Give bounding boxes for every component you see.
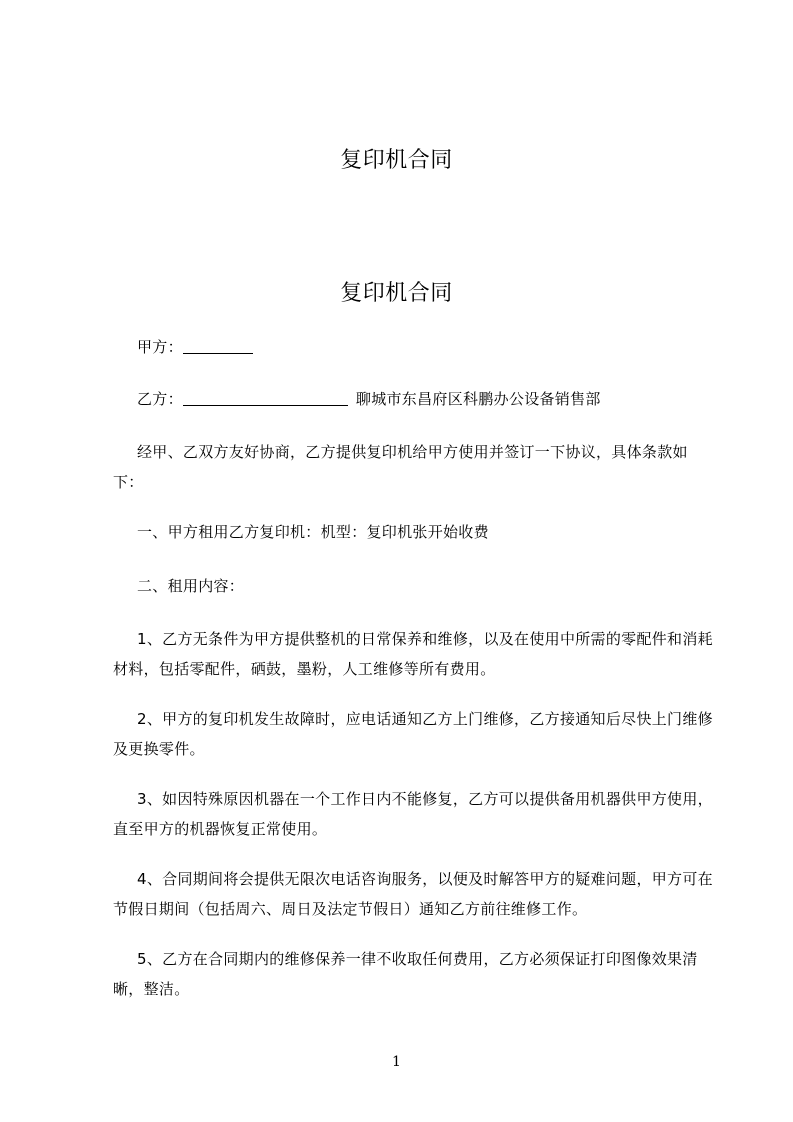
party-a-blank	[183, 337, 253, 354]
clause-2: 2、甲方的复印机发生故障时，应电话通知乙方上门维修，乙方接通知后尽快上门维修及更换零件。	[113, 710, 713, 758]
clause-3: 3、如因特殊原因机器在一个工作日内不能修复，乙方可以提供备用机器供甲方使用，直至甲方的机器恢复正常使用。	[113, 790, 713, 838]
clause-5: 5、乙方在合同期内的维修保养一律不收取任何费用，乙方必须保证打印图像效果清晰，整洁。	[113, 950, 698, 998]
party-b-name: 聊城市东昌府区科鹏办公设备销售部	[355, 390, 601, 408]
party-b-line	[113, 384, 713, 414]
section-1-heading: 一、甲方租用乙方复印机：机型：复印机张开始收费	[137, 523, 489, 541]
clause-4: 4、合同期间将会提供无限次电话咨询服务，以便及时解答甲方的疑难问题，甲方可在节假日期间（包括周六、周日及法定节假日）通知乙方前往维修工作。	[113, 870, 713, 918]
header-title: 复印机合同	[340, 148, 453, 173]
party-a-line	[113, 332, 713, 362]
intro-paragraph: 经甲、乙双方友好协商，乙方提供复印机给甲方使用并签订一下协议，具体条款如下：	[113, 443, 688, 491]
section-2-heading: 二、租用内容：	[137, 577, 245, 595]
page-number: 1	[392, 1054, 401, 1070]
party-b-label: 乙方：	[137, 390, 183, 408]
party-a-label: 甲方：	[137, 338, 183, 356]
clause-1: 1、乙方无条件为甲方提供整机的日常保养和维修，以及在使用中所需的零配件和消耗材料，包括零配件，硒鼓，墨粉，人工维修等所有费用。	[113, 630, 713, 678]
party-b-blank	[183, 389, 348, 406]
contract-title: 复印机合同	[340, 281, 453, 306]
